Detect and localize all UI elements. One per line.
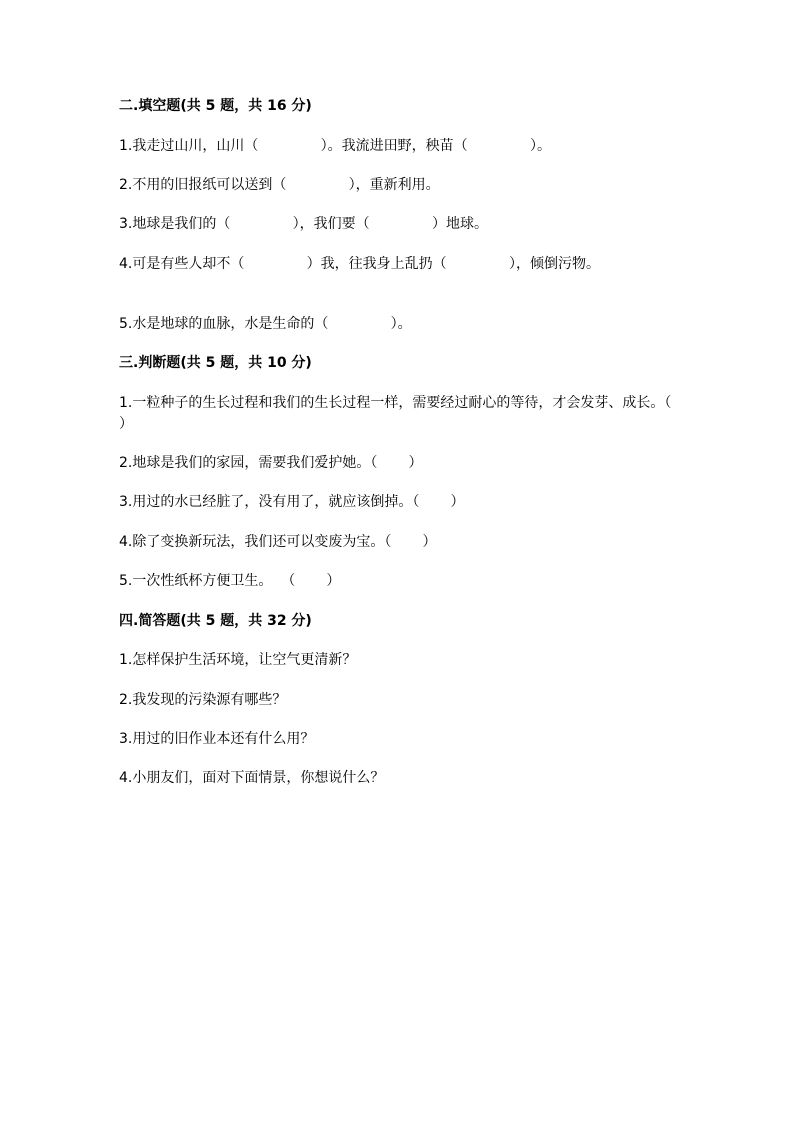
question-answer-2: 2.我发现的污染源有哪些？	[119, 692, 287, 708]
question-answer-3: 3.用过的旧作业本还有什么用？	[119, 731, 315, 747]
question-fill-3: 3.地球是我们的（ ），我们要（ ）地球。	[119, 216, 488, 232]
question-answer-1: 1.怎样保护生活环境，让空气更清新？	[119, 652, 357, 668]
question-judge-1: 1.一粒种子的生长过程和我们的生长过程一样，需要经过耐心的等待，才会发芽、成长。（ ）	[119, 395, 703, 432]
question-judge-2: 2.地球是我们的家园，需要我们爱护她。（ ）	[119, 455, 423, 471]
question-fill-2: 2.不用的旧报纸可以送到（ ），重新利用。	[119, 177, 440, 193]
question-fill-5: 5.水是地球的血脉，水是生命的（ ）。	[119, 316, 412, 332]
question-judge-5: 5.一次性纸杯方便卫生。 （ ）	[119, 573, 341, 589]
question-fill-4: 4.可是有些人却不（ ）我，往我身上乱扔（ ），倾倒污物。	[119, 256, 600, 272]
section-heading-fill-blank: 二.填空题(共 5 题，共 16 分)	[119, 98, 312, 114]
question-answer-4: 4.小朋友们，面对下面情景，你想说什么？	[119, 770, 385, 786]
question-judge-4: 4.除了变换新玩法，我们还可以变废为宝。（ ）	[119, 534, 437, 550]
question-fill-1: 1.我走过山川，山川（ ）。我流进田野，秧苗（ ）。	[119, 138, 551, 154]
section-heading-short-answer: 四.简答题(共 5 题，共 32 分)	[119, 613, 312, 629]
question-judge-3: 3.用过的水已经脏了，没有用了，就应该倒掉。（ ）	[119, 494, 465, 510]
section-heading-true-false: 三.判断题(共 5 题，共 10 分)	[119, 355, 312, 371]
